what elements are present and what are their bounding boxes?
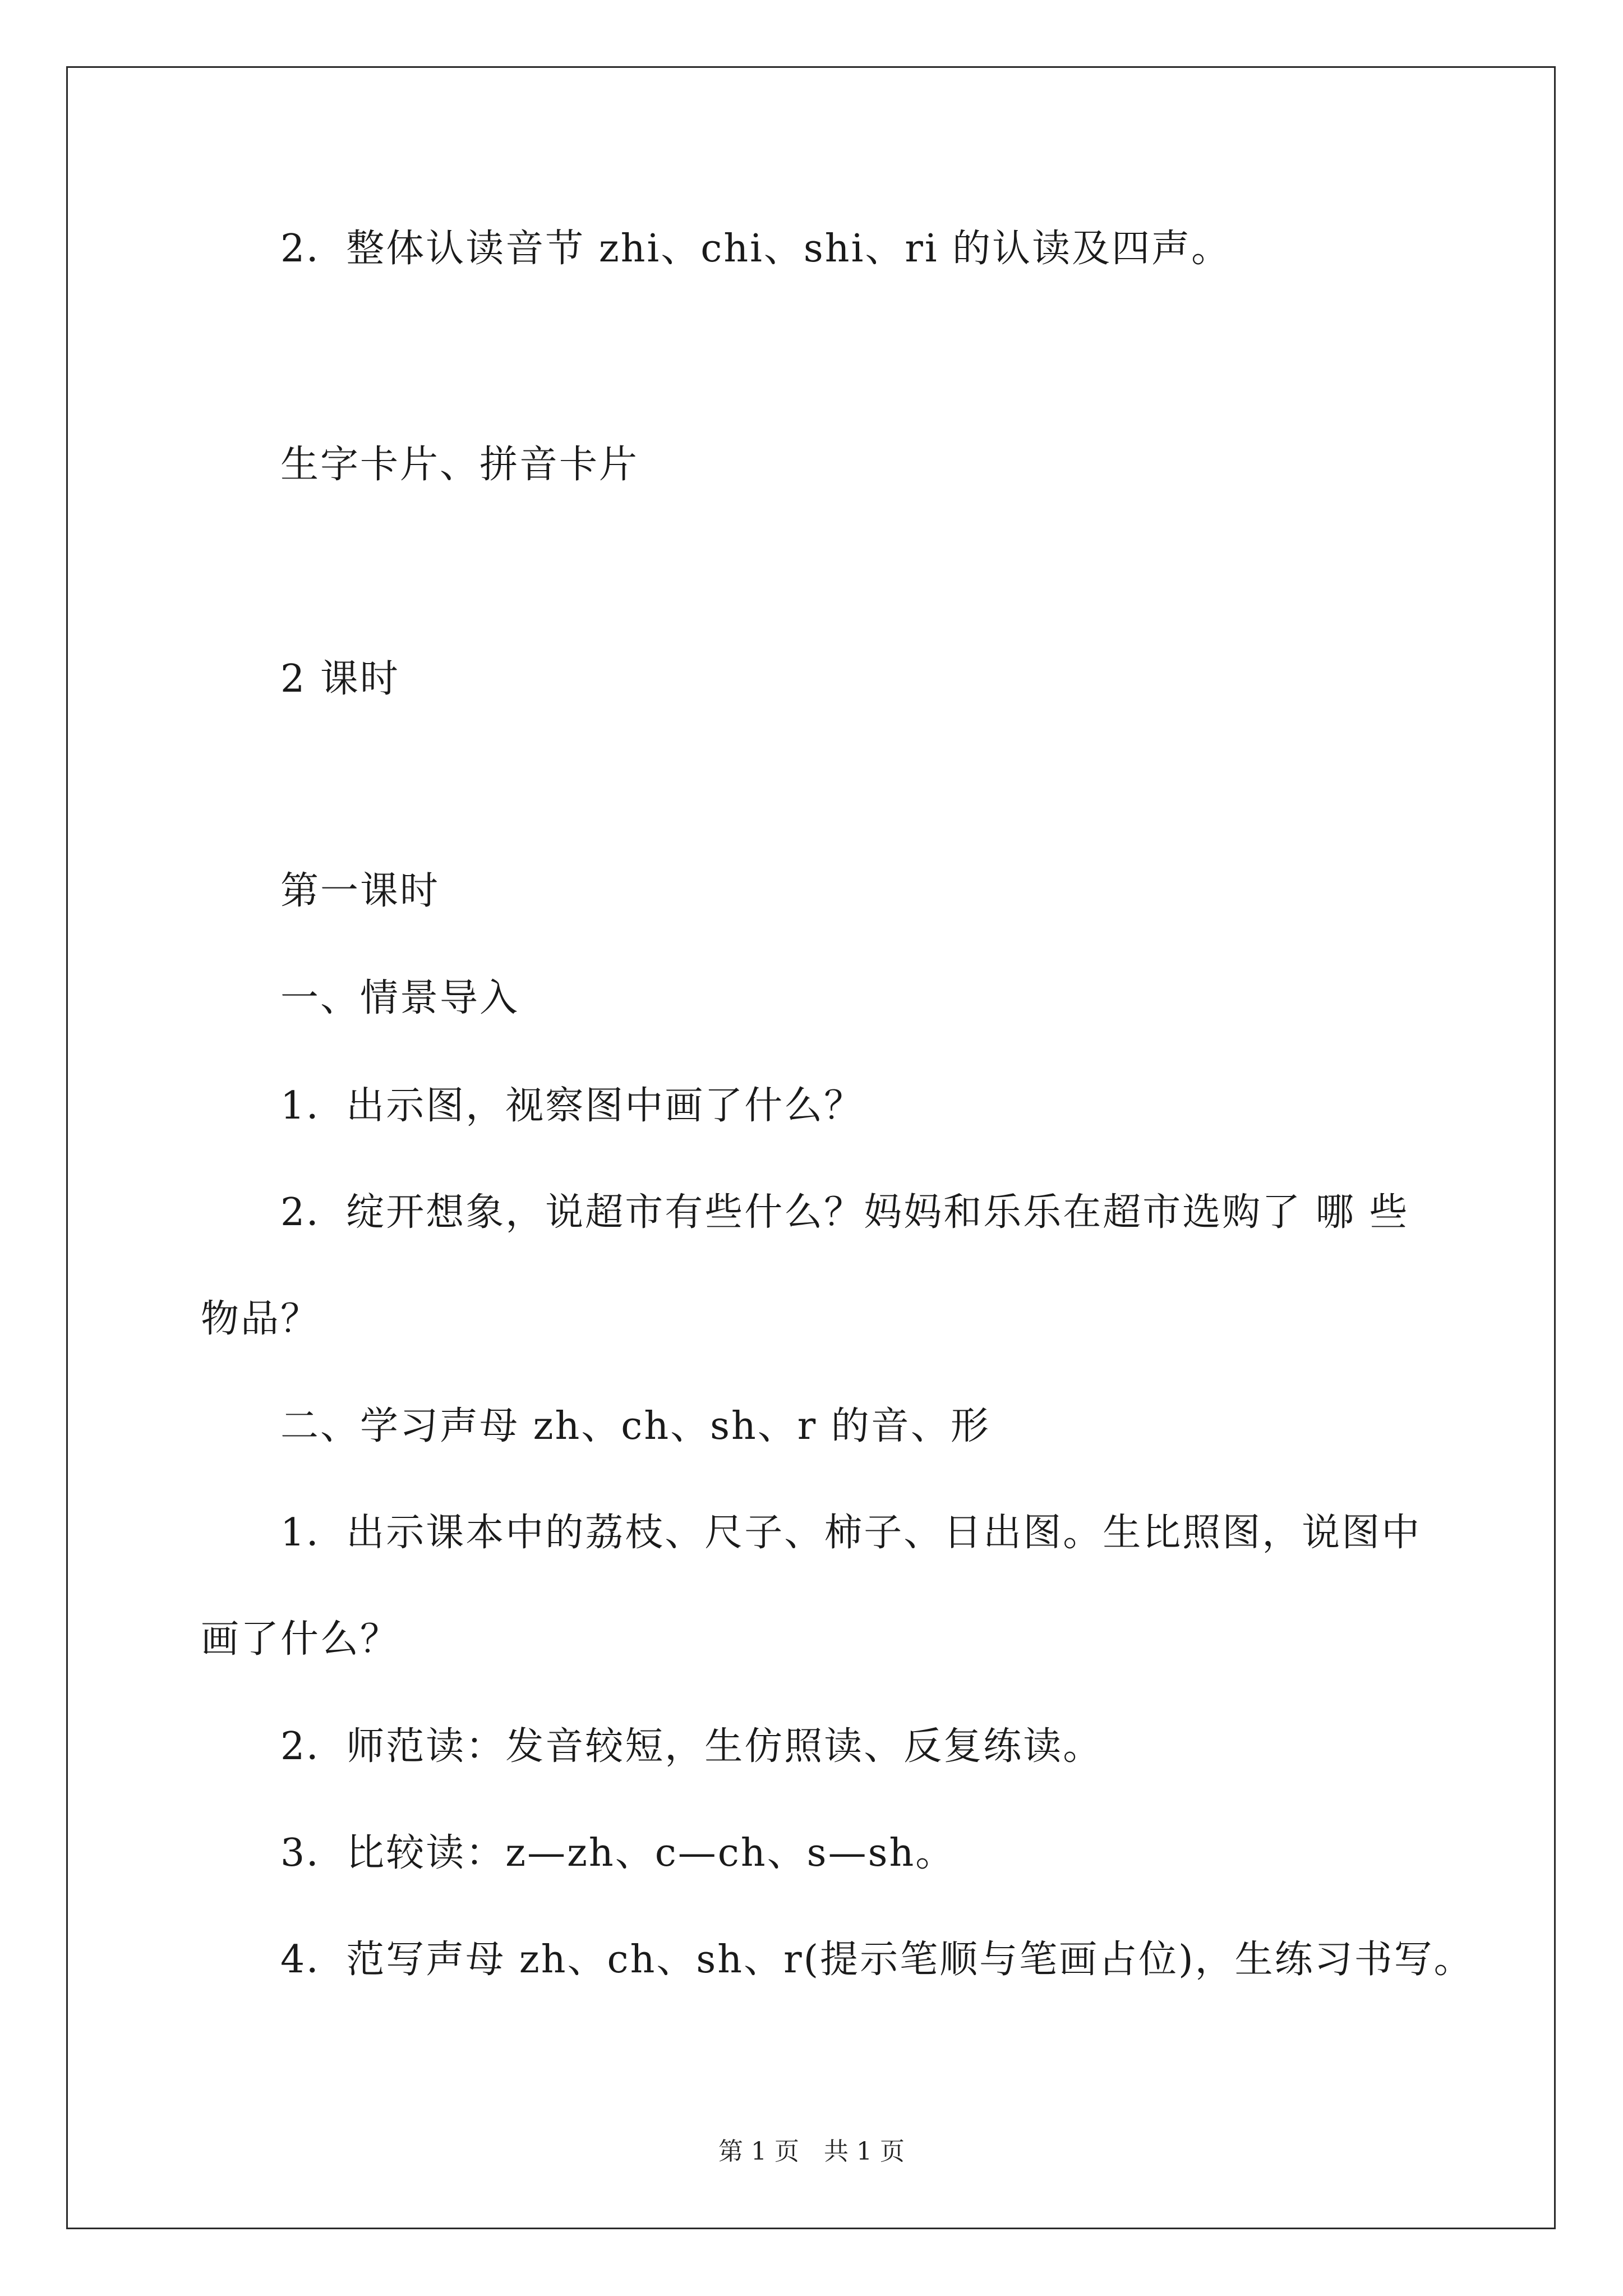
text-line-3: 2 课时 <box>280 657 400 701</box>
text-line-5: 一、情景导入 <box>280 976 520 1020</box>
text-line-14: 4．范写声母 zh、ch、sh、r(提示笔顺与笔画占位)，生练习书写。 <box>280 1938 1474 1982</box>
text-line-13: 3．比较读：z—zh、c—ch、s—sh。 <box>280 1831 956 1875</box>
text-line-11: 画了什么？ <box>201 1617 400 1662</box>
text-line-7: 2．绽开想象，说超市有些什么？妈妈和乐乐在超市选购了 哪 些 <box>280 1190 1409 1235</box>
text-line-2: 生字卡片、拼音卡片 <box>280 443 639 487</box>
text-line-1: 2．整体认读音节 zhi、chi、shi、ri 的认读及四声。 <box>280 227 1232 271</box>
page-footer: 第 1 页 共 1 页 <box>718 2137 905 2166</box>
page-border <box>66 66 1556 2229</box>
text-line-10: 1．出示课本中的荔枝、尺子、柿子、日出图。生比照图，说图中 <box>280 1511 1422 1555</box>
text-line-8: 物品？ <box>201 1297 321 1341</box>
text-line-12: 2．师范读：发音较短，生仿照读、反复练读。 <box>280 1724 1103 1769</box>
text-line-6: 1．出示图，视察图中画了什么？ <box>280 1084 864 1128</box>
text-line-9: 二、学习声母 zh、ch、sh、r 的音、形 <box>280 1404 990 1448</box>
text-line-4: 第一课时 <box>280 869 440 913</box>
